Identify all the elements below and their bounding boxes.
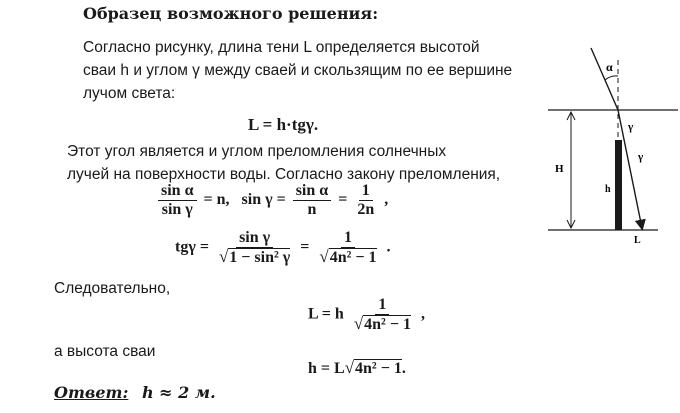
fraction-sin-over-root (216, 229, 293, 267)
fraction-numerator: sin α (158, 182, 197, 201)
equals-sign: = (338, 191, 348, 209)
fraction-one-over-root (316, 229, 379, 267)
radicand: 4n² − 1 (364, 316, 411, 333)
formula-pile-height (308, 358, 406, 378)
formula-shadow-length-final (308, 296, 425, 334)
fraction-one-over-2n (354, 182, 377, 219)
sin-gamma-label: sin γ = (241, 191, 286, 209)
paragraph-1-line-3: лучом света: (83, 85, 176, 102)
paragraph-1 (83, 36, 512, 105)
fraction-denominator (351, 315, 414, 334)
label-pile-h: h (605, 184, 611, 195)
tg-gamma-label: tgγ = (175, 238, 209, 256)
radical-sign-icon: √ (353, 314, 364, 333)
answer-value: h ≈ 2 м. (141, 383, 216, 402)
radicand: 4n² − 1 (329, 249, 377, 266)
formula-shadow-length: L = h·tgγ. (248, 115, 319, 134)
comma: , (384, 191, 389, 209)
formula-tangent-gamma (175, 229, 391, 267)
fraction-numerator: 1 (341, 229, 355, 248)
period: . (386, 238, 391, 256)
paragraph-2-line-1: Этот угол является и углом преломления солнечных (67, 143, 447, 160)
radical-sign-icon: √ (344, 358, 355, 377)
label-depth-H: H (555, 163, 564, 175)
paragraph-1-line-2: сваи h и углом γ между сваей и скользящим по ее вершине (83, 62, 513, 79)
fraction-denominator: sin γ (161, 201, 193, 218)
period: . (401, 360, 406, 377)
label-gamma-lower: γ (638, 151, 644, 163)
label-shadow-L: L (634, 235, 641, 246)
paragraph-2 (67, 140, 500, 186)
radicand: 4n² − 1 (355, 360, 402, 377)
paragraph-2-line-2: лучей на поверхности воды. Согласно закону преломления, (67, 166, 501, 183)
equals-n: = n, (203, 191, 230, 209)
fraction-one-over-root (351, 296, 414, 334)
label-alpha: α (606, 60, 613, 74)
incident-ray-extension (591, 48, 598, 64)
h-equals-L: h = L (308, 360, 345, 377)
fraction-numerator: 1 (359, 182, 373, 201)
radical-sign-icon: √ (218, 247, 229, 266)
fraction-denominator (216, 248, 293, 267)
pile (615, 140, 622, 230)
fraction-sin-ratio (158, 182, 197, 219)
consequently-text: Следовательно, (54, 280, 171, 297)
paragraph-1-line-1: Согласно рисунку, длина тени L определяется высотой (83, 39, 480, 56)
pile-refraction-figure (548, 40, 678, 255)
radical-sign-icon: √ (319, 247, 329, 266)
alpha-arc (605, 76, 618, 80)
fraction-denominator: 2n (357, 201, 375, 218)
fraction-numerator: 1 (375, 296, 389, 315)
formula-snell (155, 182, 388, 219)
answer-label: Ответ: (54, 383, 129, 402)
solution-title: Образец возможного решения: (83, 4, 379, 23)
answer-line (54, 383, 216, 402)
radicand: 1 − sin² γ (229, 249, 291, 266)
fraction-sin-alpha-over-n (293, 182, 332, 219)
L-equals-h: L = h (308, 305, 344, 323)
comma: , (420, 305, 425, 323)
fraction-numerator: sin γ (236, 229, 273, 248)
equals-sign: = (300, 238, 310, 256)
fraction-numerator: sin α (293, 182, 332, 201)
pile-height-text: а высота сваи (54, 343, 156, 360)
fraction-denominator: n (307, 201, 317, 218)
label-gamma-upper: γ (628, 121, 634, 133)
fraction-denominator (316, 248, 379, 267)
